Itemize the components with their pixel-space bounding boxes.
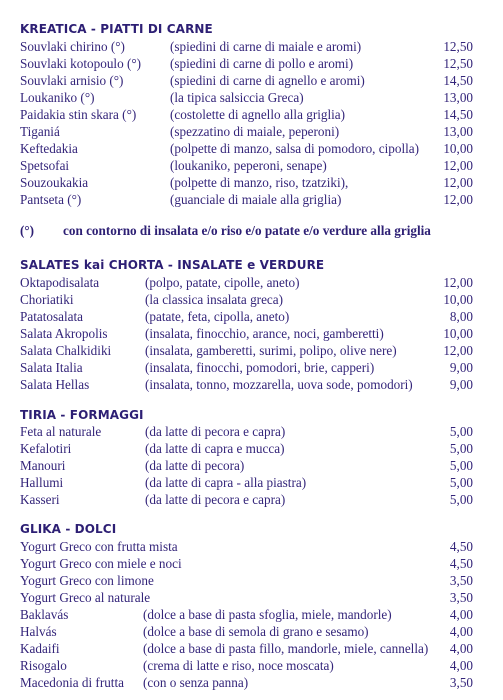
item-description: (dolce a base di pasta fillo, mandorle, miele, cannella): [143, 641, 429, 656]
menu-item: [20, 326, 473, 342]
menu-item: [20, 641, 473, 657]
item-price: 13,00: [443, 90, 473, 105]
menu-item: [20, 56, 473, 72]
menu-item: [20, 292, 473, 308]
item-description: (con o senza panna): [143, 675, 249, 690]
item-name: Souvlaki chirino (°): [20, 39, 125, 54]
item-name: Hallumi: [20, 475, 64, 490]
menu-item: [20, 124, 473, 140]
menu-item: [20, 275, 473, 291]
item-price: 9,00: [449, 377, 473, 392]
menu-item: [20, 360, 473, 376]
item-description: (spiedini di carne di agnello e aromi): [170, 73, 365, 88]
menu-item: [20, 573, 473, 589]
item-name: Salata Akropolis: [20, 326, 108, 341]
item-name: Yogurt Greco con limone: [20, 573, 154, 588]
item-price: 9,00: [449, 360, 473, 375]
menu-item: [20, 441, 473, 457]
item-name: Kefalotiri: [20, 441, 72, 456]
menu-item: [20, 607, 473, 623]
item-name: Pantseta (°): [20, 192, 82, 207]
item-price: 12,00: [443, 343, 473, 358]
menu-item: [20, 158, 473, 174]
item-description: (spiedini di carne di pollo e aromi): [170, 56, 354, 71]
menu-item: [20, 675, 473, 691]
item-price: 10,00: [443, 292, 473, 307]
menu-item: [20, 107, 473, 123]
menu-item: [20, 424, 473, 440]
menu-item: [20, 475, 473, 491]
item-price: 3,50: [449, 590, 473, 605]
item-name: Halvás: [20, 624, 57, 639]
menu-item: [20, 377, 473, 393]
item-price: 4,50: [449, 556, 473, 571]
item-description: (crema di latte e riso, noce moscata): [143, 658, 334, 673]
item-description: (insalata, finocchio, arance, noci, gamberetti): [145, 326, 384, 341]
item-name: Macedonia di frutta: [20, 675, 124, 690]
item-price: 5,00: [449, 441, 473, 456]
menu-item: [20, 539, 473, 555]
item-name: Salata Hellas: [20, 377, 90, 392]
item-description: (insalata, tonno, mozzarella, uova sode, pomodori): [145, 377, 413, 392]
item-description: (la classica insalata greca): [145, 292, 284, 307]
item-name: Baklavás: [20, 607, 69, 622]
item-name: Paidakia stin skara (°): [20, 107, 137, 122]
item-name: Choriatiki: [20, 292, 74, 307]
item-name: Risogalo: [20, 658, 67, 673]
item-name: Yogurt Greco al naturale: [20, 590, 151, 605]
item-name: Manouri: [20, 458, 66, 473]
item-description: (insalata, gamberetti, surimi, polipo, olive nere): [145, 343, 397, 358]
item-name: Spetsofai: [20, 158, 70, 173]
menu-item: [20, 141, 473, 157]
menu-item: [20, 343, 473, 359]
item-price: 5,00: [449, 424, 473, 439]
item-name: Oktapodisalata: [20, 275, 100, 290]
item-name: Salata Chalkidiki: [20, 343, 112, 358]
item-price: 12,00: [443, 158, 473, 173]
item-price: 5,00: [449, 458, 473, 473]
item-description: (costolette di agnello alla griglia): [170, 107, 346, 122]
menu-item: [20, 590, 473, 606]
item-description: (polpette di manzo, salsa di pomodoro, cipolla): [170, 141, 420, 156]
item-price: 5,00: [449, 475, 473, 490]
item-name: Loukaniko (°): [20, 90, 95, 105]
item-description: (da latte di pecora): [145, 458, 245, 473]
item-description: (la tipica salsiccia Greca): [170, 90, 304, 105]
menu-item: [20, 39, 473, 55]
section-title-formaggi: TIRIA - FORMAGGI: [20, 408, 144, 422]
menu-item: [20, 556, 473, 572]
menu-item: [20, 175, 473, 191]
item-description: (spezzatino di maiale, peperoni): [170, 124, 340, 139]
item-price: 4,50: [449, 539, 473, 554]
item-price: 12,00: [443, 275, 473, 290]
item-description: (da latte di capra e mucca): [145, 441, 285, 456]
note-mark: (°): [20, 223, 35, 238]
item-price: 10,00: [443, 141, 473, 156]
item-price: 12,50: [443, 56, 473, 71]
item-description: (da latte di pecora e capra): [145, 492, 286, 507]
menu-item: [20, 192, 473, 208]
item-price: 5,00: [449, 492, 473, 507]
item-price: 3,50: [449, 675, 473, 690]
item-description: (guanciale di maiale alla griglia): [170, 192, 342, 207]
item-price: 4,00: [449, 607, 473, 622]
item-description: (patate, feta, cipolla, aneto): [145, 309, 290, 324]
menu-item: [20, 73, 473, 89]
item-name: Souvlaki kotopoulo (°): [20, 56, 142, 71]
menu-item: [20, 458, 473, 474]
item-description: (polpo, patate, cipolle, aneto): [145, 275, 300, 290]
item-name: Kadaifi: [20, 641, 60, 656]
item-name: Feta al naturale: [20, 424, 102, 439]
menu-item: [20, 492, 473, 508]
item-description: (da latte di capra - alla piastra): [145, 475, 307, 490]
menu-item: [20, 309, 473, 325]
item-name: Salata Italia: [20, 360, 83, 375]
item-description: (da latte di pecora e capra): [145, 424, 286, 439]
note-text: con contorno di insalata e/o riso e/o patate e/o verdure alla griglia: [63, 223, 431, 238]
item-name: Keftedakia: [20, 141, 78, 156]
item-price: 12,50: [443, 39, 473, 54]
menu-item: [20, 658, 473, 674]
item-price: 14,50: [443, 73, 473, 88]
item-price: 12,00: [443, 192, 473, 207]
menu-item: [20, 624, 473, 640]
item-price: 14,50: [443, 107, 473, 122]
item-price: 4,00: [449, 624, 473, 639]
item-description: (dolce a base di pasta sfoglia, miele, mandorle): [143, 607, 392, 622]
item-price: 10,00: [443, 326, 473, 341]
item-price: 12,00: [443, 175, 473, 190]
item-price: 4,00: [449, 658, 473, 673]
item-description: (spiedini di carne di maiale e aromi): [170, 39, 362, 54]
section-title-dolci: GLIKA - DOLCI: [20, 522, 117, 536]
item-price: 3,50: [449, 573, 473, 588]
item-name: Souzoukakia: [20, 175, 89, 190]
item-description: (insalata, finocchi, pomodori, brie, capperi): [145, 360, 375, 375]
item-name: Tiganiá: [20, 124, 60, 139]
section-title-insalate: SALATES kai CHORTA - INSALATE e VERDURE: [20, 258, 325, 272]
item-description: (loukaniko, peperoni, senape): [170, 158, 327, 173]
item-price: 8,00: [449, 309, 473, 324]
item-name: Patatosalata: [20, 309, 83, 324]
item-name: Yogurt Greco con miele e noci: [20, 556, 182, 571]
item-price: 4,00: [449, 641, 473, 656]
item-name: Kasseri: [20, 492, 60, 507]
item-name: Souvlaki arnisio (°): [20, 73, 124, 88]
menu-item: [20, 90, 473, 106]
section-title-carne: KREATICA - PIATTI DI CARNE: [20, 22, 213, 36]
item-description: (polpette di manzo, riso, tzatziki),: [170, 175, 349, 190]
item-price: 13,00: [443, 124, 473, 139]
item-description: (dolce a base di semola di grano e sesamo): [143, 624, 369, 639]
item-name: Yogurt Greco con frutta mista: [20, 539, 178, 554]
